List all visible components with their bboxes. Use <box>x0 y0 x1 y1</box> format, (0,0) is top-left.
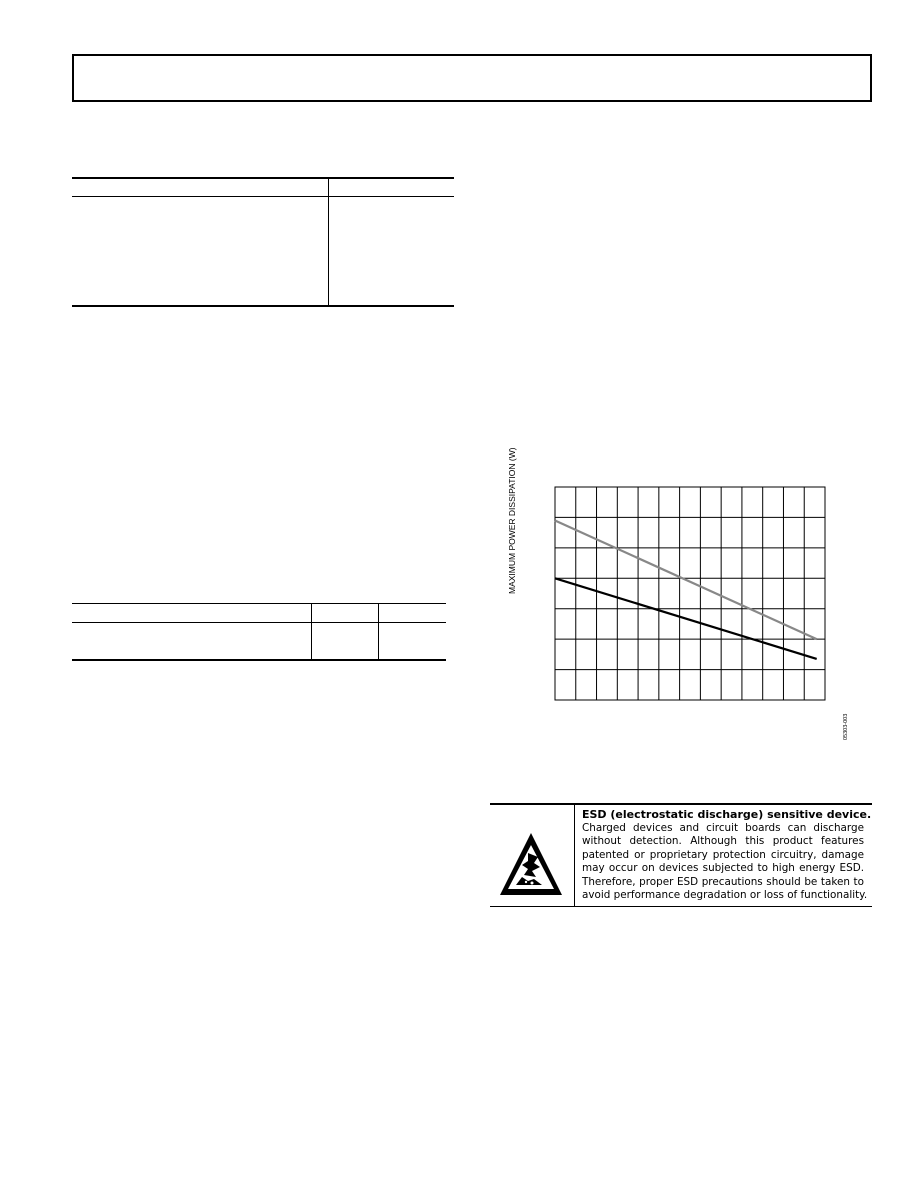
esd-line: Charged devices and circuit boards can discharge <box>582 821 864 834</box>
absolute-ratings-table <box>72 177 454 307</box>
esd-title: ESD (electrostatic discharge) sensitive device. <box>582 808 872 821</box>
table-header-rule <box>72 196 454 197</box>
series-line-lower <box>555 578 817 659</box>
esd-line: without detection. Although this product features <box>582 835 864 847</box>
table-bottom-rule <box>72 305 454 307</box>
esd-line: Therefore, proper ESD precautions should be taken to <box>582 875 864 888</box>
table-top-rule <box>72 603 446 604</box>
esd-line: avoid performance degradation or loss of functionality. <box>582 889 868 901</box>
table-column-divider <box>378 603 379 661</box>
power-dissipation-chart <box>500 480 860 740</box>
esd-warning-icon <box>498 831 564 897</box>
table-header-rule <box>72 622 446 623</box>
esd-caution-box <box>490 803 872 908</box>
table-column-divider <box>311 603 312 661</box>
esd-top-rule <box>490 803 872 805</box>
esd-line: may occur on devices subjected to high energy ESD. <box>582 862 864 874</box>
table-bottom-rule <box>72 659 446 661</box>
table-top-rule <box>72 177 454 179</box>
esd-divider <box>574 803 575 907</box>
page-header-box <box>72 54 872 102</box>
plot-frame <box>555 487 825 700</box>
esd-text <box>582 808 872 903</box>
chart-svg <box>500 480 860 740</box>
esd-line: patented or proprietary protection circuitry, damage <box>582 848 864 861</box>
thermal-resistance-table <box>72 603 446 661</box>
esd-bottom-rule <box>490 906 872 907</box>
series-line-upper <box>555 520 817 639</box>
table-column-divider <box>328 177 329 307</box>
figure-id: 05303-003 <box>843 713 849 740</box>
